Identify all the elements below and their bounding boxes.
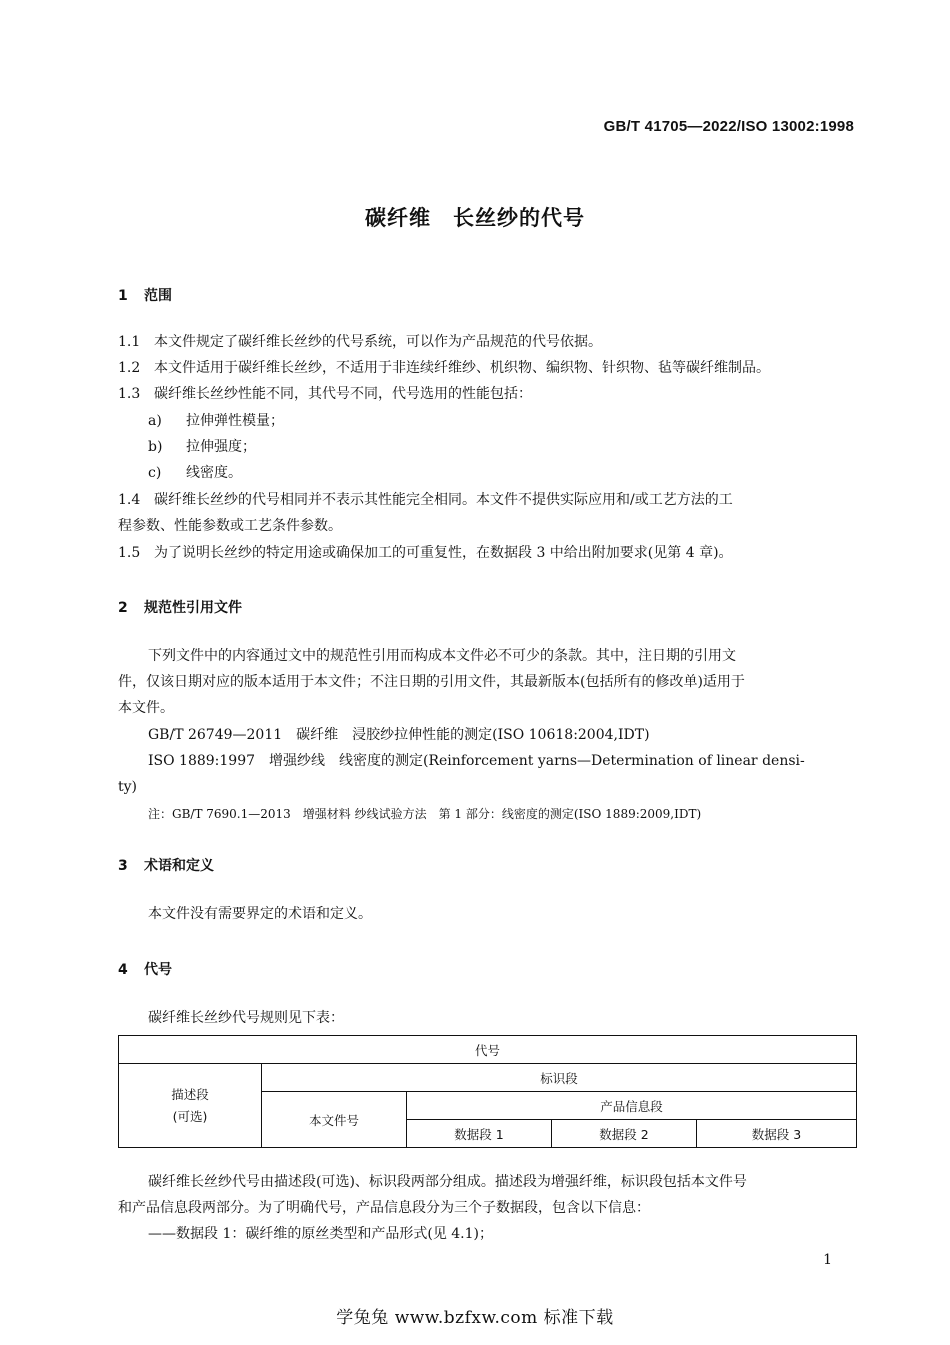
list-item	[148, 408, 284, 434]
list-label: b)	[148, 439, 163, 455]
section-4-paragraph-line-1: 碳纤维长丝纱代号由描述段(可选)、标识段两部分组成。描述段为增强纤维，标识段包括本文件号	[148, 1174, 747, 1190]
dash-list-item: ——数据段 1：碳纤维的原丝类型和产品形式(见 4.1)；	[148, 1226, 493, 1242]
section-title: 术语和定义	[144, 858, 214, 874]
section-3-heading	[118, 855, 214, 875]
clause-1-5	[118, 540, 733, 566]
section-1-heading	[118, 285, 172, 305]
section-3-text: 本文件没有需要界定的术语和定义。	[148, 906, 372, 922]
section-2-heading	[118, 597, 242, 617]
description-optional-label: (可选)	[172, 1108, 208, 1124]
description-segment-label: 描述段	[171, 1086, 209, 1102]
reference-note: 注：GB/T 7690.1—2013 增强材料 纱线试验方法 第 1 部分：线密度的测定(ISO 1889:2009,IDT)	[148, 807, 702, 821]
clause-text: 为了说明长丝纱的特定用途或确保加工的可重复性，在数据段 3 中给出附加要求(见第 4 章)。	[154, 545, 733, 561]
product-info-segment-cell: 产品信息段	[407, 1092, 857, 1120]
clause-text: 本文件适用于碳纤维长丝纱，不适用于非连续纤维纱、机织物、编织物、针织物、毡等碳纤维制品。	[154, 360, 770, 376]
list-label: c)	[148, 465, 162, 481]
description-segment-cell	[119, 1064, 262, 1148]
clause-1-1	[118, 329, 602, 355]
data-block-1-cell: 数据段 1	[407, 1120, 552, 1148]
clause-text: 碳纤维长丝纱的代号相同并不表示其性能完全相同。本文件不提供实际应用和/或工艺方法的工	[154, 492, 733, 508]
list-item	[148, 460, 242, 486]
data-block-3-cell: 数据段 3	[697, 1120, 857, 1148]
list-item	[148, 434, 256, 460]
reference-2-continuation: ty)	[118, 779, 137, 795]
section-4-intro: 碳纤维长丝纱代号规则见下表：	[148, 1010, 344, 1026]
section-4-heading	[118, 959, 172, 979]
list-text: 线密度。	[186, 465, 242, 481]
clause-number: 1.3	[118, 386, 141, 402]
section-number: 1	[118, 288, 128, 304]
clause-text: 碳纤维长丝纱性能不同，其代号不同，代号选用的性能包括：	[154, 386, 532, 402]
data-block-2-cell: 数据段 2	[552, 1120, 697, 1148]
clause-1-3	[118, 381, 532, 407]
clause-number: 1.1	[118, 334, 141, 350]
clause-number: 1.2	[118, 360, 141, 376]
list-text: 拉伸弹性模量；	[186, 413, 284, 429]
section-4-paragraph-line-2: 和产品信息段两部分。为了明确代号，产品信息段分为三个子数据段，包含以下信息：	[118, 1200, 650, 1216]
standard-number: GB/T 41705—2022/ISO 13002:1998	[603, 118, 854, 135]
document-number-cell: 本文件号	[262, 1092, 407, 1148]
section-number: 4	[118, 962, 128, 978]
section-title: 代号	[144, 962, 172, 978]
document-title: 碳纤维 长丝纱的代号	[365, 206, 585, 230]
section-2-paragraph-line-1: 下列文件中的内容通过文中的规范性引用而构成本文件必不可少的条款。其中，注日期的引用文	[148, 648, 736, 664]
clause-text: 本文件规定了碳纤维长丝纱的代号系统，可以作为产品规范的代号依据。	[154, 334, 602, 350]
clause-1-4	[118, 487, 733, 513]
section-number: 3	[118, 858, 128, 874]
section-title: 范围	[144, 288, 172, 304]
clause-number: 1.4	[118, 492, 141, 508]
list-text: 拉伸强度；	[186, 439, 256, 455]
clause-1-2	[118, 355, 770, 381]
clause-1-4-continuation: 程参数、性能参数或工艺条件参数。	[118, 518, 342, 534]
identification-segment-cell: 标识段	[262, 1064, 857, 1092]
section-number: 2	[118, 600, 128, 616]
watermark-footer: 学兔兔 www.bzfxw.com 标准下载	[336, 1308, 614, 1328]
list-label: a)	[148, 413, 162, 429]
section-2-paragraph-line-2: 件，仅该日期对应的版本适用于本文件；不注日期的引用文件，其最新版本(包括所有的修改单)适用于	[118, 674, 745, 690]
page-number: 1	[823, 1252, 832, 1268]
clause-number: 1.5	[118, 545, 141, 561]
section-2-paragraph-line-3: 本文件。	[118, 700, 174, 716]
code-header-cell: 代号	[119, 1036, 857, 1064]
reference-2: ISO 1889:1997 增强纱线 线密度的测定(Reinforcement yarns—Determination of linear densi-	[148, 753, 805, 769]
section-title: 规范性引用文件	[144, 600, 242, 616]
reference-1: GB/T 26749—2011 碳纤维 浸胶纱拉伸性能的测定(ISO 10618:2004,IDT)	[148, 727, 650, 743]
code-structure-table	[118, 1035, 857, 1148]
